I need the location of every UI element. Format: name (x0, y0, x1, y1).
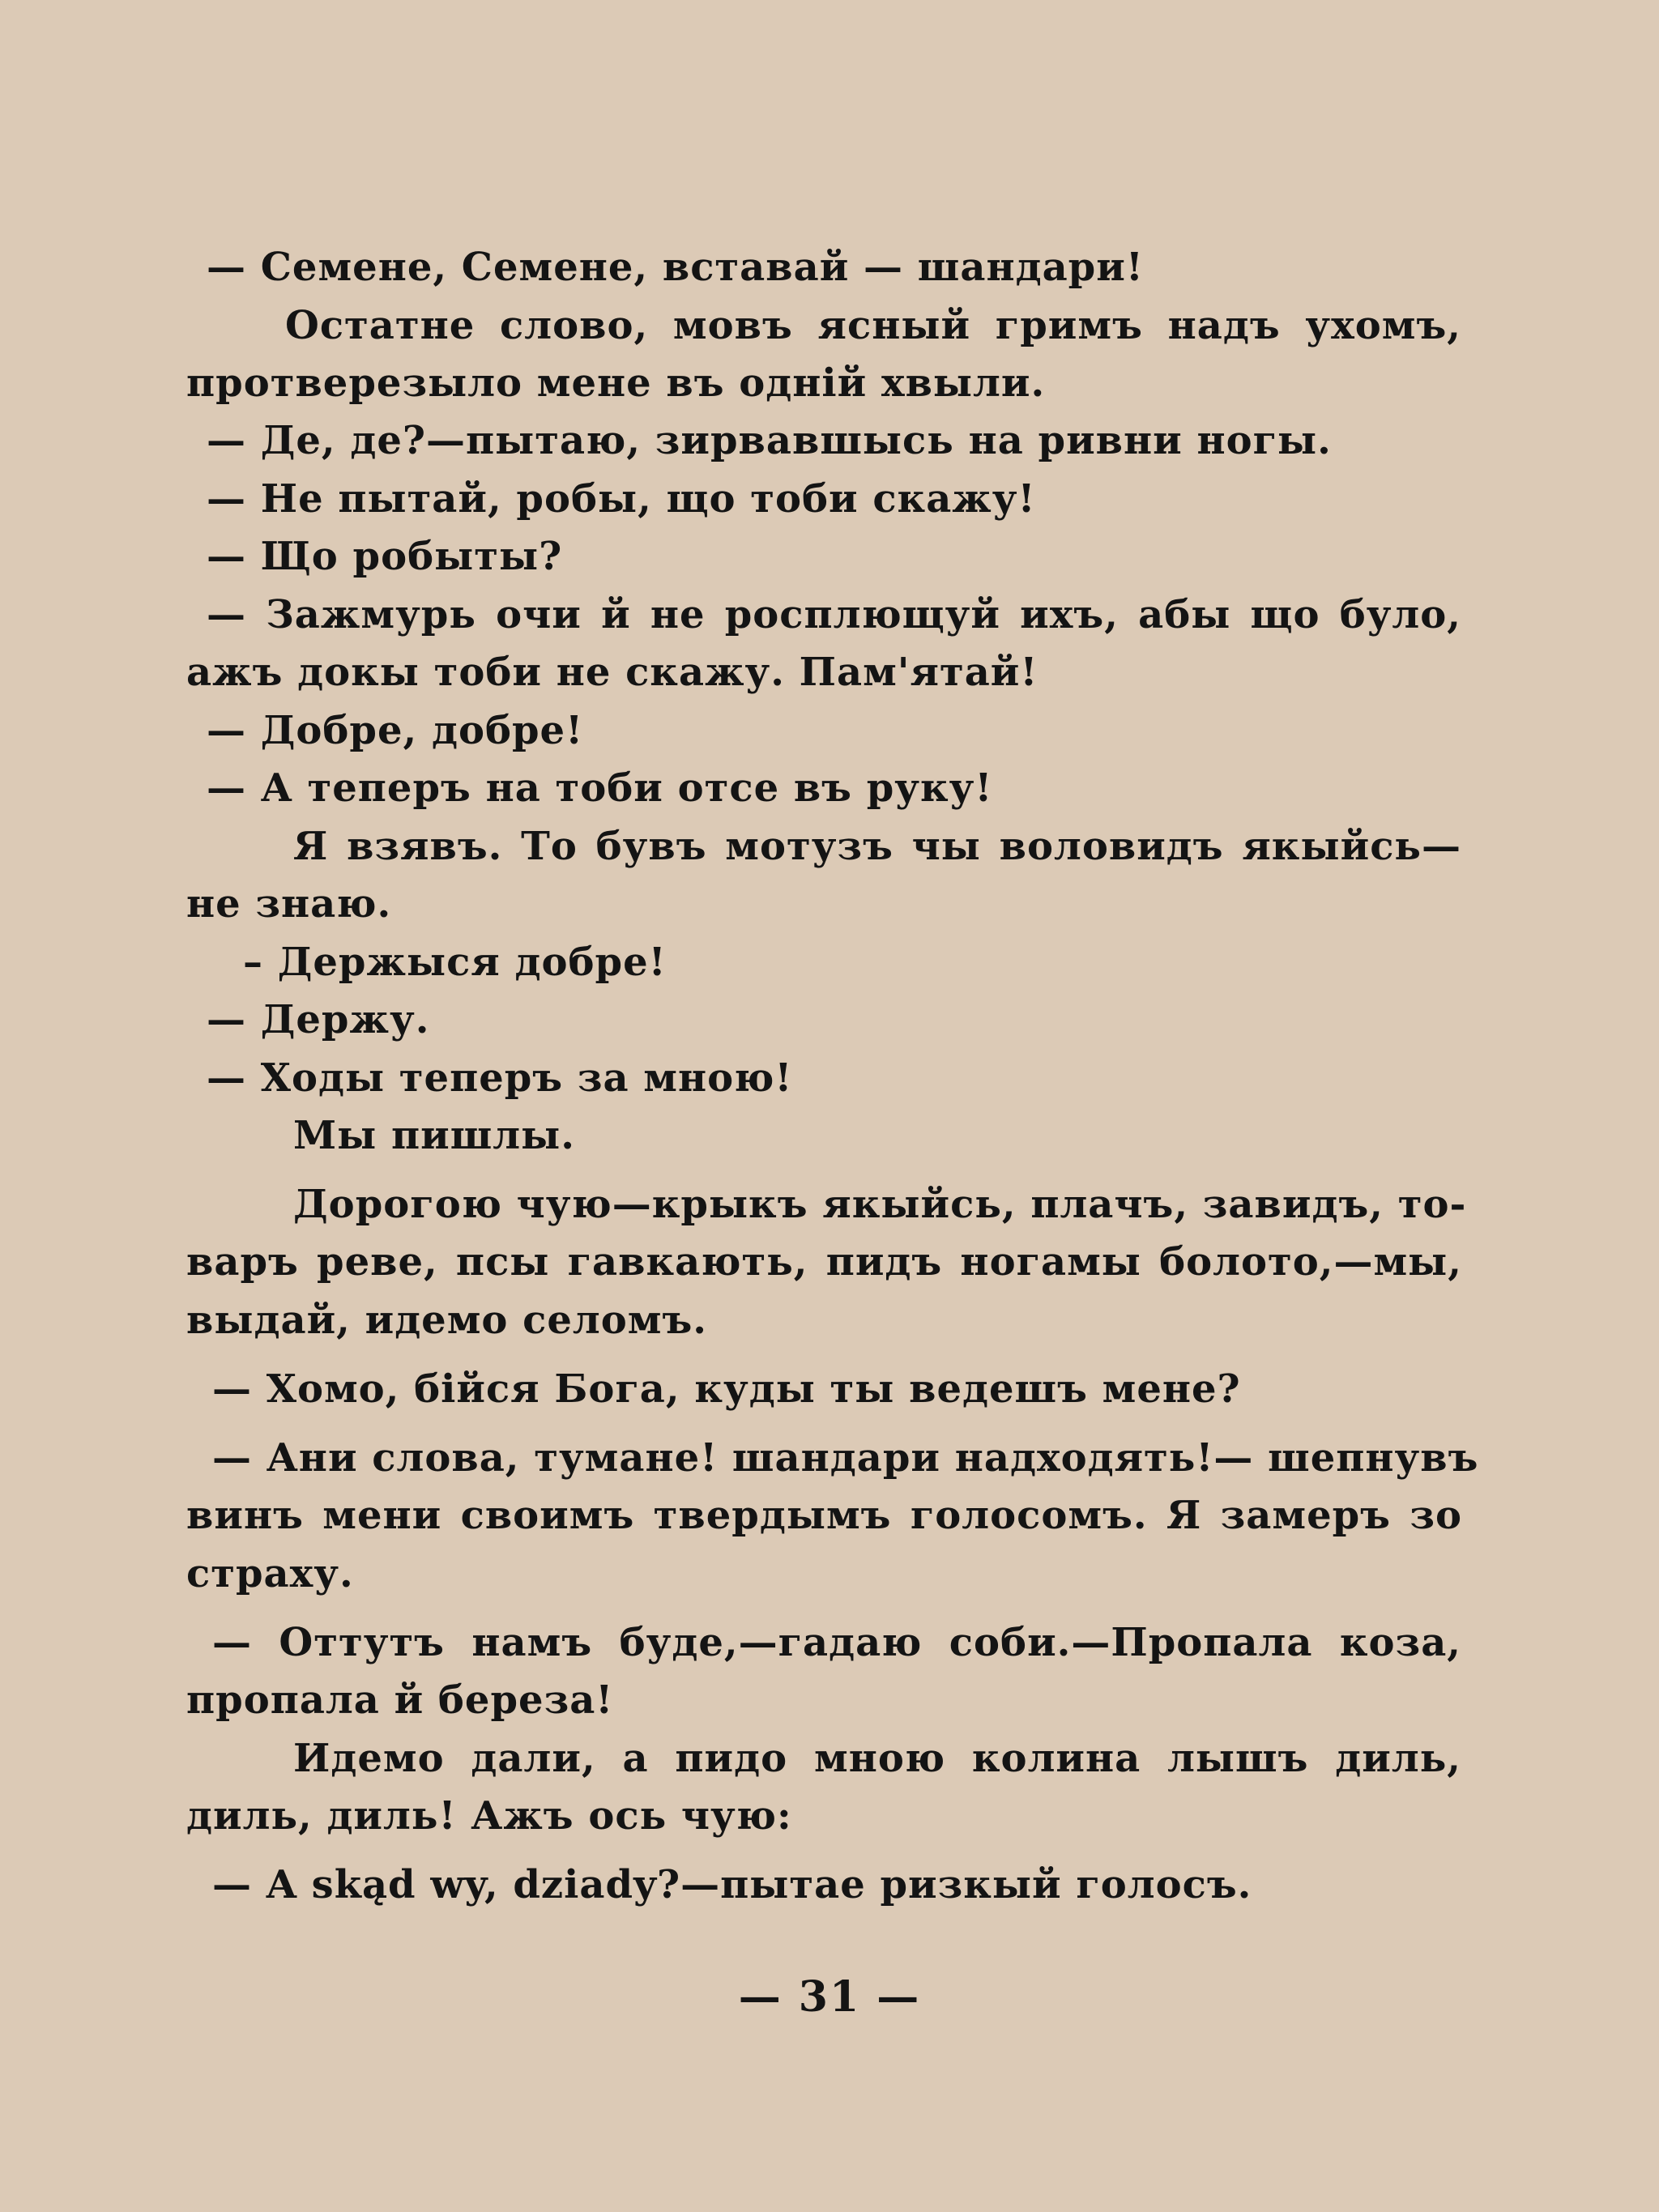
text-line-1: — Семене, Семене, вставай — шандари! (207, 245, 1144, 290)
text-line-20: — Хомо, бійся Бога, куды ты ведешъ мене? (212, 1366, 1241, 1412)
text-line-23: страху. (186, 1551, 354, 1596)
text-line-4: — Де, де?—пытаю, зирвавшысь на ривни ногы. (207, 418, 1332, 463)
text-line-14: — Держу. (207, 997, 430, 1042)
text-line-16: Мы пишлы. (293, 1113, 575, 1158)
text-line-26: Идемо дали, а пидо мною колина лышъ диль, (293, 1736, 1461, 1781)
text-line-3: протверезыло мене въ одній хвыли. (186, 360, 1046, 406)
text-line-11: Я взявъ. То бувъ мотузъ чы воловидъ якыйсь— (293, 824, 1461, 869)
text-line-13: – Держыся добре! (243, 940, 667, 985)
text-line-7: — Зажмурь очи й не росплющуй ихъ, абы що було, (207, 592, 1461, 637)
text-line-18: варъ реве, псы гавкають, пидъ ногамы болото,—мы, (186, 1239, 1462, 1285)
text-line-27: диль, диль! Ажъ ось чую: (186, 1793, 792, 1839)
text-line-15: — Ходы теперъ за мною! (207, 1055, 793, 1101)
text-line-19: выдай, идемо селомъ. (186, 1298, 707, 1343)
text-line-25: пропала й береза! (186, 1677, 614, 1723)
text-line-12: не знаю. (186, 881, 392, 927)
text-line-22: винъ мени своимъ твердымъ голосомъ. Я замеръ зо (186, 1493, 1462, 1538)
text-line-5: — Не пытай, робы, що тоби скажу! (207, 476, 1036, 522)
text-line-28: — A skąd wy, dziady?—пытае ризкый голосъ. (212, 1862, 1252, 1907)
text-line-2: Остатне слово, мовъ ясный гримъ надъ ухомъ, (285, 303, 1461, 348)
text-line-17: Дорогою чую—крыкъ якыйсь, плачъ, завидъ, то- (293, 1182, 1467, 1227)
page-number: — 31 — (738, 1972, 921, 2022)
text-line-21: — Ани слова, тумане! шандари надходять!— шепнувъ (212, 1435, 1479, 1481)
text-line-6: — Що робыты? (207, 534, 563, 579)
text-line-8: ажъ докы тоби не скажу. Пам'ятай! (186, 650, 1038, 695)
text-line-10: — А теперъ на тоби отсе въ руку! (207, 765, 993, 811)
text-line-9: — Добре, добре! (207, 708, 584, 753)
text-line-24: — Оттутъ намъ буде,—гадаю соби.—Пропала коза, (212, 1620, 1461, 1665)
